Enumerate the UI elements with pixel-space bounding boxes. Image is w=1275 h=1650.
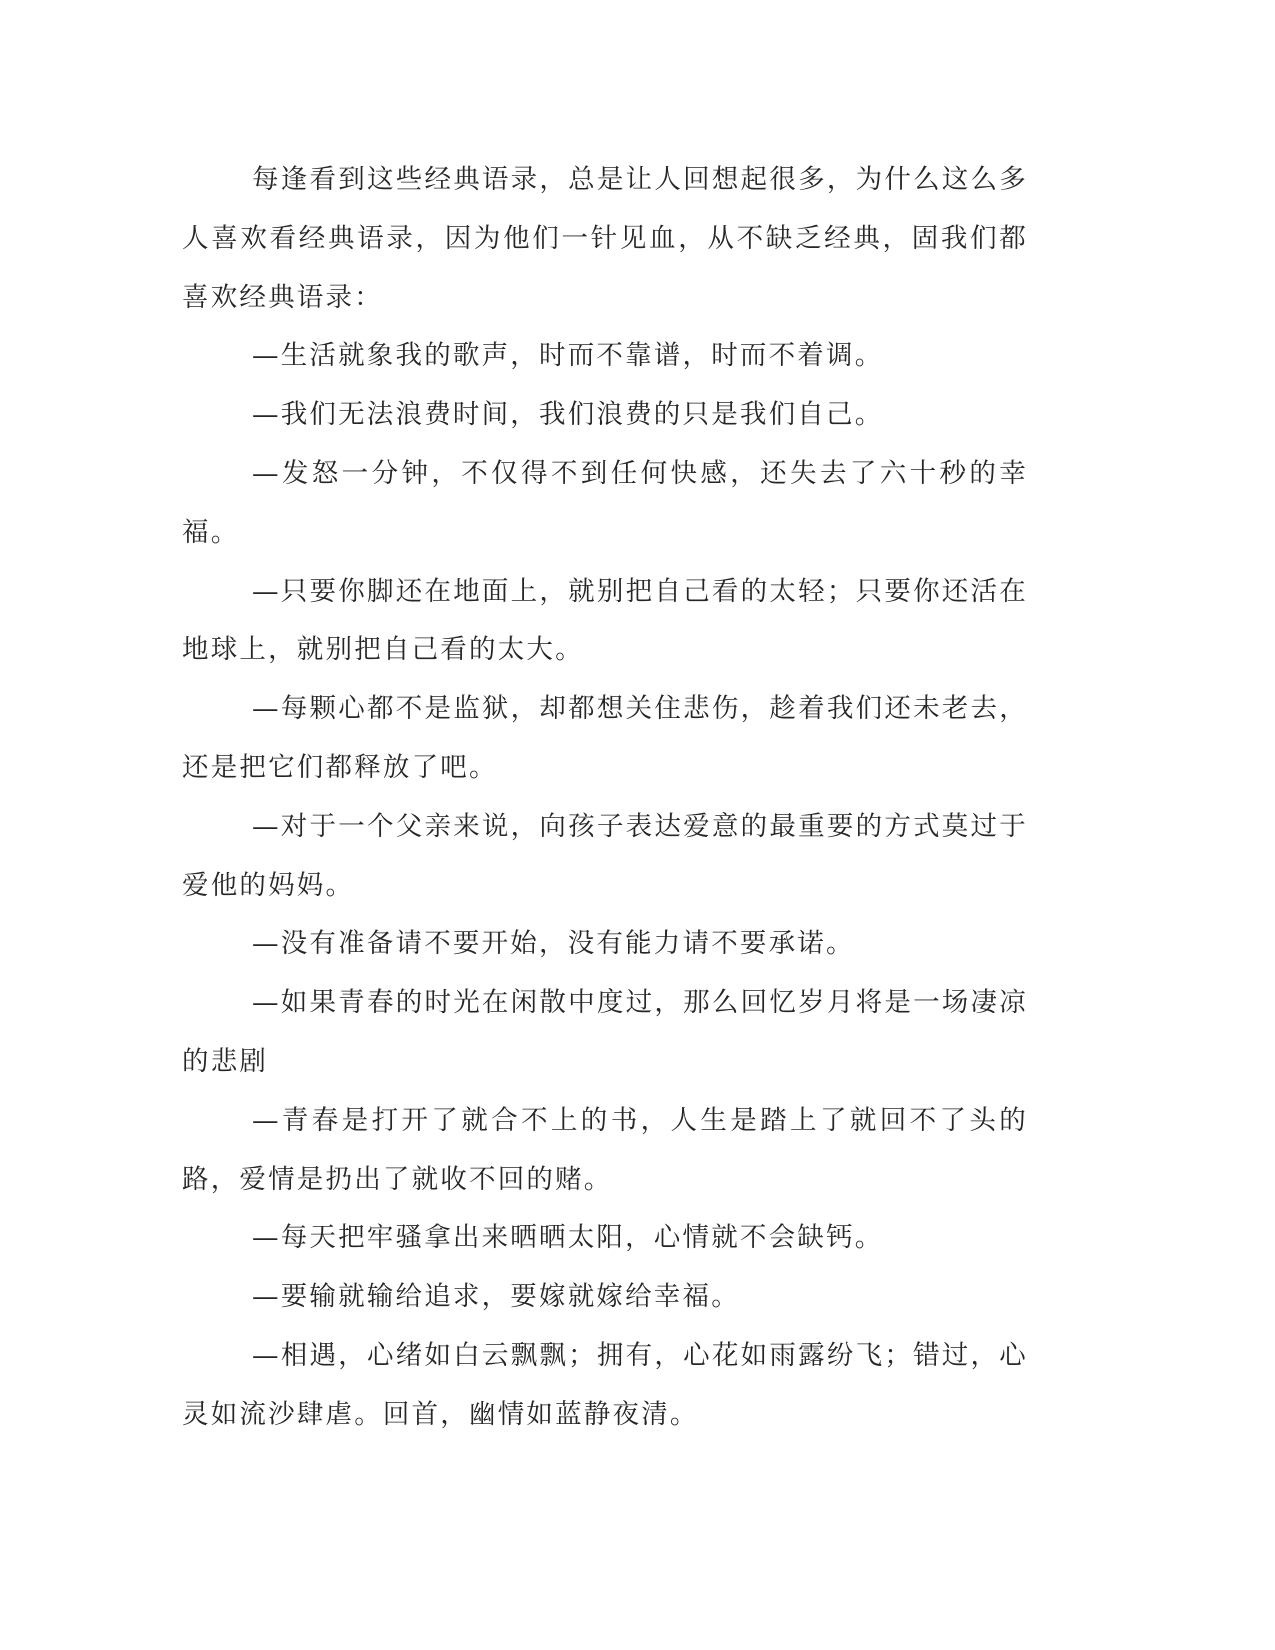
quote-paragraph: —对于一个父亲来说，向孩子表达爱意的最重要的方式莫过于爱他的妈妈。 xyxy=(182,810,1028,901)
quote-paragraph: —青春是打开了就合不上的书，人生是踏上了就回不了头的路，爱情是扔出了就收不回的赌。 xyxy=(182,1104,1028,1195)
quote-paragraph: —如果青春的时光在闲散中度过，那么回忆岁月将是一场凄凉的悲剧 xyxy=(182,987,1028,1077)
quote-paragraph: —没有准备请不要开始，没有能力请不要承诺。 xyxy=(252,928,855,960)
quote-paragraph: —发怒一分钟，不仅得不到任何快感，还失去了六十秒的幸福。 xyxy=(182,457,1028,548)
intro-paragraph: 每逢看到这些经典语录，总是让人回想起很多，为什么这么多人喜欢看经典语录，因为他们一针见血，从不缺乏经典，固我们都喜欢经典语录： xyxy=(182,164,1028,313)
quote-paragraph: —生活就象我的歌声，时而不靠谱，时而不着调。 xyxy=(252,340,884,372)
quote-paragraph: —只要你脚还在地面上，就别把自己看的太轻；只要你还活在地球上，就别把自己看的太大。 xyxy=(182,575,1028,666)
quote-paragraph: —要输就输给追求，要嫁就嫁给幸福。 xyxy=(252,1281,740,1313)
document-body xyxy=(182,151,1028,1445)
quote-paragraph: —每颗心都不是监狱，却都想关住悲伤，趁着我们还未老去，还是把它们都释放了吧。 xyxy=(182,693,1028,783)
quote-paragraph: —我们无法浪费时间，我们浪费的只是我们自己。 xyxy=(252,399,884,431)
quote-paragraph: —相遇，心绪如白云飘飘；拥有，心花如雨露纷飞；错过，心灵如流沙肆虐。回首，幽情如蓝静夜清。 xyxy=(182,1339,1028,1430)
quote-paragraph: —每天把牢骚拿出来晒晒太阳，心情就不会缺钙。 xyxy=(252,1222,884,1254)
